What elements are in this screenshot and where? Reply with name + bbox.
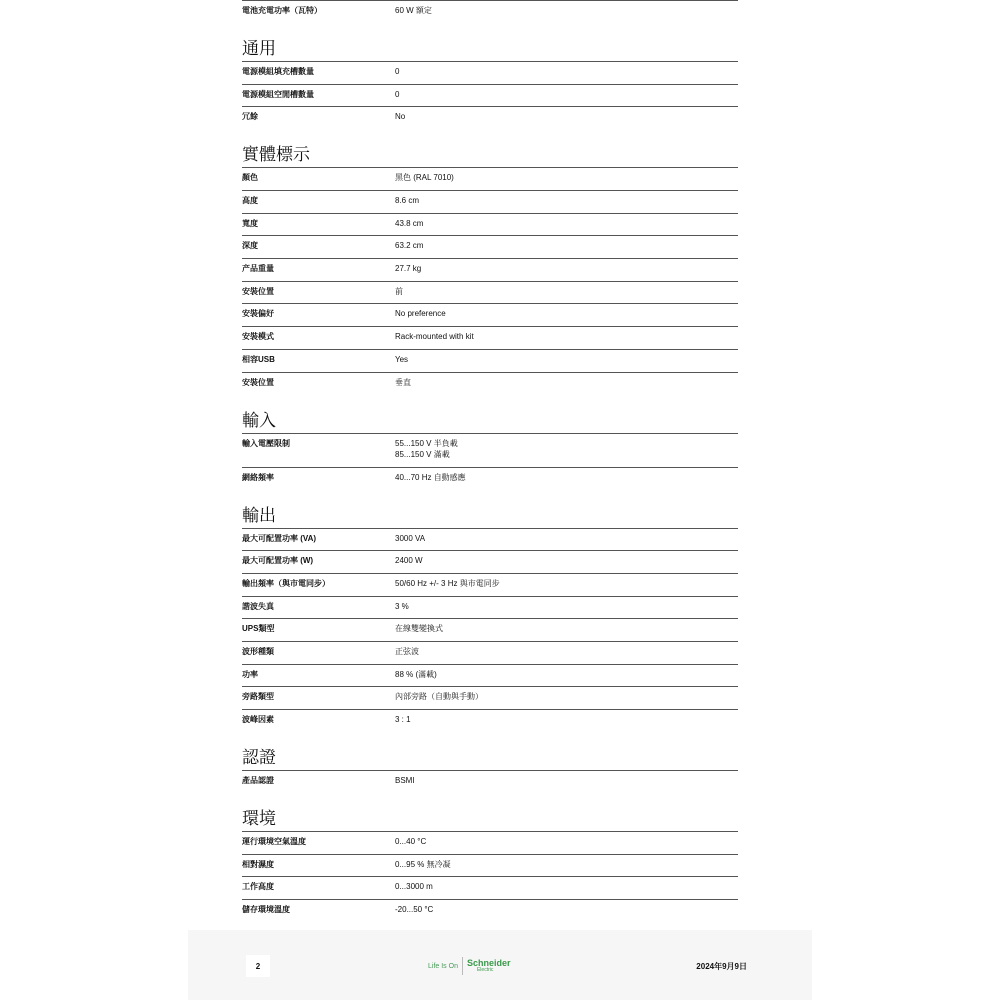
spec-row [242, 528, 738, 551]
spec-row [242, 106, 738, 129]
spec-value [395, 904, 738, 922]
page-footer [188, 930, 812, 1000]
spec-row [242, 664, 738, 687]
spec-row [242, 573, 738, 596]
spec-row [242, 433, 738, 467]
spec-value [395, 172, 738, 190]
spec-row [242, 349, 738, 372]
spec-value-line: 2400 W [395, 556, 423, 566]
document-date: 2024年9月9日 [696, 962, 747, 971]
spec-value [395, 669, 738, 687]
spec-value-line: 0...3000 m [395, 882, 433, 892]
spec-value [395, 5, 738, 23]
spec-row [242, 372, 738, 395]
spec-value [395, 66, 738, 84]
spec-value [395, 775, 738, 793]
spec-row [242, 641, 738, 664]
section-title: 環境 [242, 808, 276, 828]
spec-label: 最大可配置功率 (W) [242, 556, 314, 566]
spec-row [242, 770, 738, 793]
spec-row [242, 213, 738, 236]
spec-label: 相容USB [242, 354, 275, 364]
spec-label: 諧波失真 [242, 601, 274, 611]
spec-row [242, 550, 738, 573]
spec-value [395, 195, 738, 213]
brand-name: Schneider [466, 958, 511, 968]
spec-value [395, 111, 738, 129]
brand-logo [428, 957, 510, 975]
spec-value [395, 240, 738, 258]
spec-value-line: 60 W 額定 [395, 6, 432, 15]
spec-row [242, 596, 738, 619]
spec-value-line: 85...150 V 滿載 [395, 449, 450, 459]
spec-row [242, 61, 738, 84]
spec-row [242, 618, 738, 641]
spec-label: 安裝模式 [242, 332, 274, 342]
spec-value-line: 3000 VA [395, 533, 426, 543]
spec-row [242, 258, 738, 281]
spec-row [242, 686, 738, 709]
section-title: 認證 [242, 747, 276, 767]
spec-value [395, 555, 738, 573]
spec-label: 產品認證 [242, 775, 274, 785]
spec-value-line: 0 [395, 66, 400, 76]
spec-label: 高度 [242, 196, 258, 206]
spec-section [242, 489, 738, 731]
spec-label: 深度 [242, 241, 258, 251]
spec-value [395, 623, 738, 641]
spec-row [242, 854, 738, 877]
spec-row [242, 709, 738, 732]
spec-label: 網絡頻率 [242, 472, 274, 482]
spec-value-line: BSMI [395, 775, 415, 785]
spec-value [395, 377, 738, 395]
spec-label: UPS類型 [242, 624, 275, 634]
spec-label: 儲存環境溫度 [242, 905, 290, 915]
spec-value [395, 836, 738, 854]
spec-value-line: 55...150 V 半負載 [395, 438, 458, 448]
spec-value [395, 286, 738, 304]
spec-value-line: -20...50 °C [395, 905, 434, 915]
spec-row [242, 0, 738, 23]
spec-value [395, 89, 738, 107]
spec-label: 波形種類 [242, 646, 274, 656]
spec-label: 電源模組填充槽數量 [242, 66, 314, 76]
spec-value [395, 533, 738, 551]
spec-value [395, 578, 738, 596]
brand-sub: Electric [476, 967, 494, 973]
spec-value-line: 0...40 °C [395, 836, 427, 846]
spec-label: 相對濕度 [242, 859, 274, 869]
spec-label: 輸出頻率（與市電同步） [242, 578, 330, 588]
spec-row [242, 876, 738, 899]
brand-divider [462, 957, 463, 975]
spec-value-line: Rack-mounted with kit [395, 332, 474, 342]
spec-label: 顏色 [242, 173, 258, 183]
spec-value-line: No preference [395, 309, 446, 319]
section-title: 輸出 [242, 505, 276, 525]
spec-section [242, 23, 738, 129]
spec-label: 旁路類型 [242, 692, 274, 702]
spec-value-line: 40...70 Hz 自動感應 [395, 472, 466, 482]
spec-row [242, 899, 738, 922]
spec-value-line: 63.2 cm [395, 241, 424, 251]
spec-label: 冗餘 [242, 112, 258, 122]
spec-value-line: 0 [395, 89, 400, 99]
spec-value-line: Yes [395, 354, 409, 364]
spec-value [395, 881, 738, 899]
spec-row [242, 467, 738, 490]
spec-value [395, 354, 738, 372]
spec-value [395, 218, 738, 236]
spec-value [395, 859, 738, 877]
spec-value-line: 正弦波 [395, 646, 419, 656]
spec-value-line: 27.7 kg [395, 264, 422, 274]
spec-label: 輸入電壓限制 [242, 438, 290, 448]
spec-label: 波峰因素 [242, 715, 274, 724]
section-title: 實體標示 [242, 145, 310, 165]
spec-value-line: 內部旁路（自動與手動） [395, 692, 483, 702]
spec-row [242, 281, 738, 304]
spec-content [242, 0, 738, 922]
spec-value-line: 88 % (滿載) [395, 669, 437, 679]
spec-section [242, 793, 738, 922]
spec-label: 安裝位置 [242, 377, 274, 387]
spec-row [242, 190, 738, 213]
schneider-logo [467, 959, 511, 973]
section-title: 通用 [242, 38, 276, 58]
spec-value [395, 601, 738, 619]
spec-value [395, 472, 738, 490]
spec-row [242, 326, 738, 349]
spec-row [242, 235, 738, 258]
page-number: 2 [246, 955, 270, 977]
brand-tagline: Life Is On [428, 962, 458, 970]
spec-value-line: No [395, 112, 406, 122]
spec-label: 安裝偏好 [242, 309, 274, 319]
spec-label: 寬度 [242, 218, 258, 228]
spec-value [395, 308, 738, 326]
spec-value-line: 垂直 [395, 377, 411, 387]
spec-value-line: 黑色 (RAL 7010) [395, 173, 454, 183]
spec-section [242, 394, 738, 489]
spec-value [395, 331, 738, 349]
spec-label: 功率 [242, 669, 258, 679]
spec-label: 安裝位置 [242, 286, 274, 296]
spec-value [395, 263, 738, 281]
spec-label: 運行環境空氣溫度 [242, 836, 306, 846]
spec-value [395, 646, 738, 664]
spec-section [242, 129, 738, 394]
spec-label: 電池充電功率（瓦特） [242, 6, 322, 15]
spec-value-line: 3 % [395, 601, 409, 611]
section-title: 輸入 [242, 410, 276, 430]
spec-label: 产品重量 [242, 264, 274, 274]
spec-label: 最大可配置功率 (VA) [242, 533, 317, 543]
spec-value-line: 50/60 Hz +/- 3 Hz 與市電同步 [395, 578, 500, 588]
spec-value-line: 3 : 1 [395, 715, 411, 724]
spec-label: 工作高度 [242, 882, 274, 892]
spec-section [242, 732, 738, 793]
spec-value [395, 691, 738, 709]
spec-row [242, 84, 738, 107]
spec-value-line: 在線雙變換式 [395, 624, 443, 634]
spec-value-line: 0...95 % 無冷凝 [395, 859, 451, 869]
spec-value [395, 714, 738, 732]
spec-value-line: 前 [395, 286, 403, 296]
spec-value [395, 438, 738, 467]
spec-row [242, 303, 738, 326]
spec-value-line: 8.6 cm [395, 196, 420, 206]
spec-value-line: 43.8 cm [395, 218, 424, 228]
spec-row [242, 167, 738, 190]
spec-row [242, 831, 738, 854]
spec-label: 電源模組空閒槽數量 [242, 89, 314, 99]
